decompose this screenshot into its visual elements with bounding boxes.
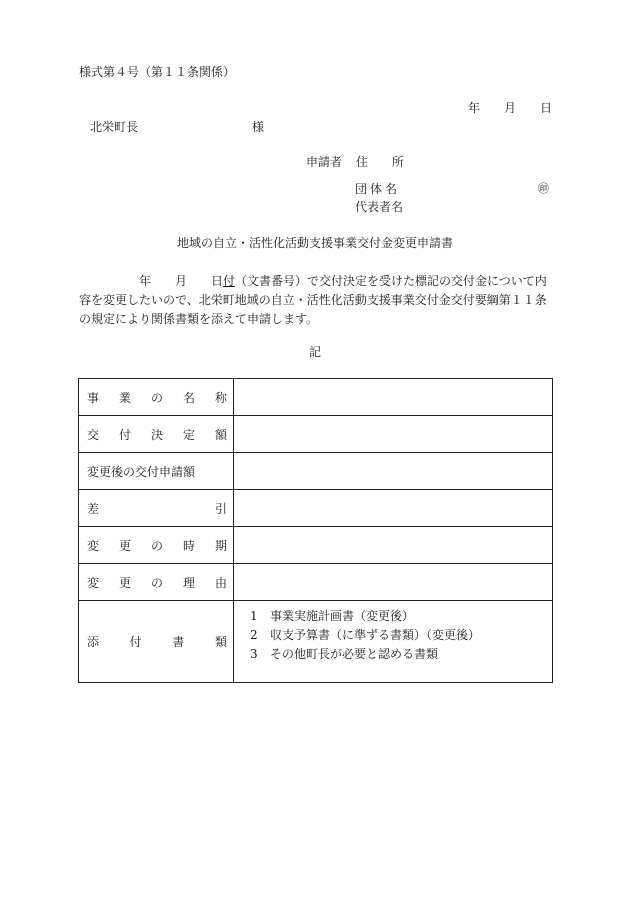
representative-label: 代表者名	[355, 200, 404, 214]
label-char: 事	[87, 390, 100, 405]
row-label	[79, 416, 234, 453]
attachments-list-cell	[234, 601, 553, 683]
label-char: 書	[172, 635, 185, 649]
row-label-text	[87, 633, 227, 650]
label-char: の	[150, 538, 163, 553]
date-month: 月	[504, 101, 517, 115]
row-value[interactable]	[234, 416, 553, 453]
honorific: 様	[252, 120, 265, 134]
document-title: 地域の自立・活性化活動支援事業交付金変更申請書	[176, 236, 453, 250]
item-number: 2	[250, 628, 258, 642]
row-value[interactable]	[234, 379, 553, 416]
address-label: 住 所	[355, 155, 404, 169]
row-label-text	[87, 500, 227, 517]
label-char: 付	[129, 635, 142, 649]
body-underlined: 付	[223, 274, 236, 288]
label-char: 由	[214, 575, 227, 590]
row-label-text	[87, 463, 227, 480]
item-text: 事業実施計画書（変更後）	[270, 609, 415, 623]
row-label	[79, 564, 234, 601]
label-char: 理	[182, 575, 195, 590]
applicant-label: 申請者	[306, 155, 343, 169]
table-row	[79, 379, 553, 416]
item-text: 収支予算書（に準ずる書類）（変更後）	[270, 628, 481, 642]
label-char: 付	[118, 427, 131, 442]
label-char: 交	[87, 427, 100, 442]
row-value[interactable]	[234, 453, 553, 490]
list-item	[250, 607, 544, 626]
label-char: 類	[214, 635, 227, 649]
label-char: 業	[118, 390, 131, 405]
label-char: 称	[214, 390, 227, 405]
table-row	[79, 490, 553, 527]
label-char: 名	[182, 390, 195, 405]
row-label	[79, 490, 234, 527]
label-char: 更	[118, 575, 131, 590]
list-item	[250, 645, 544, 664]
org-label: 団体名	[355, 182, 401, 196]
row-label-text	[87, 574, 227, 591]
table-row	[79, 453, 553, 490]
label-char: 引	[214, 501, 227, 516]
label-char: 決	[150, 427, 163, 442]
row-label-text	[87, 389, 227, 406]
items-table	[78, 378, 553, 683]
attachments-list	[242, 601, 544, 664]
date-year: 年	[468, 101, 481, 115]
label-char: 時	[182, 538, 195, 553]
label-char: 差	[87, 501, 100, 516]
row-label	[79, 453, 234, 490]
body-date-prefix: 年 月 日	[79, 274, 224, 288]
item-number: 1	[250, 609, 258, 623]
table-row	[79, 527, 553, 564]
label-char: 添	[87, 635, 100, 649]
label-char: の	[150, 575, 163, 590]
applicant-address-line	[306, 154, 404, 170]
row-label	[79, 379, 234, 416]
row-label	[79, 601, 234, 683]
list-item	[250, 626, 544, 645]
seal-mark: ㊞	[538, 182, 549, 195]
date-line	[468, 100, 558, 116]
item-number: 3	[250, 647, 258, 661]
label-char: の	[150, 390, 163, 405]
date-day: 日	[540, 101, 553, 115]
ki-heading: 記	[308, 345, 321, 359]
label-char: 変	[87, 575, 100, 590]
label-char: 定	[182, 427, 195, 442]
addressee: 北栄町長	[90, 120, 139, 134]
label-char: 更	[118, 538, 131, 553]
row-value[interactable]	[234, 490, 553, 527]
label-char: 期	[214, 538, 227, 553]
row-value[interactable]	[234, 564, 553, 601]
item-text: その他町長が必要と認める書類	[270, 647, 439, 661]
body-text: （文書番号）で交付決定を受けた標記の交付金について内容を変更したいので、北栄町地域の自立・活性化活動支援事業交付金交付要綱第１１条の規定により関係書類を添えて申請します。	[79, 274, 547, 326]
row-label	[79, 527, 234, 564]
label-char: 変更後の交付申請額	[87, 464, 196, 479]
form-number: 様式第４号（第１１条関係）	[79, 65, 236, 79]
row-label-text	[87, 537, 227, 554]
body-paragraph	[79, 272, 553, 329]
label-char: 変	[87, 538, 100, 553]
row-label-text	[87, 426, 227, 443]
label-char: 額	[214, 427, 227, 442]
row-value[interactable]	[234, 527, 553, 564]
table-row	[79, 564, 553, 601]
table-row	[79, 416, 553, 453]
table-row-attachments	[79, 601, 553, 683]
